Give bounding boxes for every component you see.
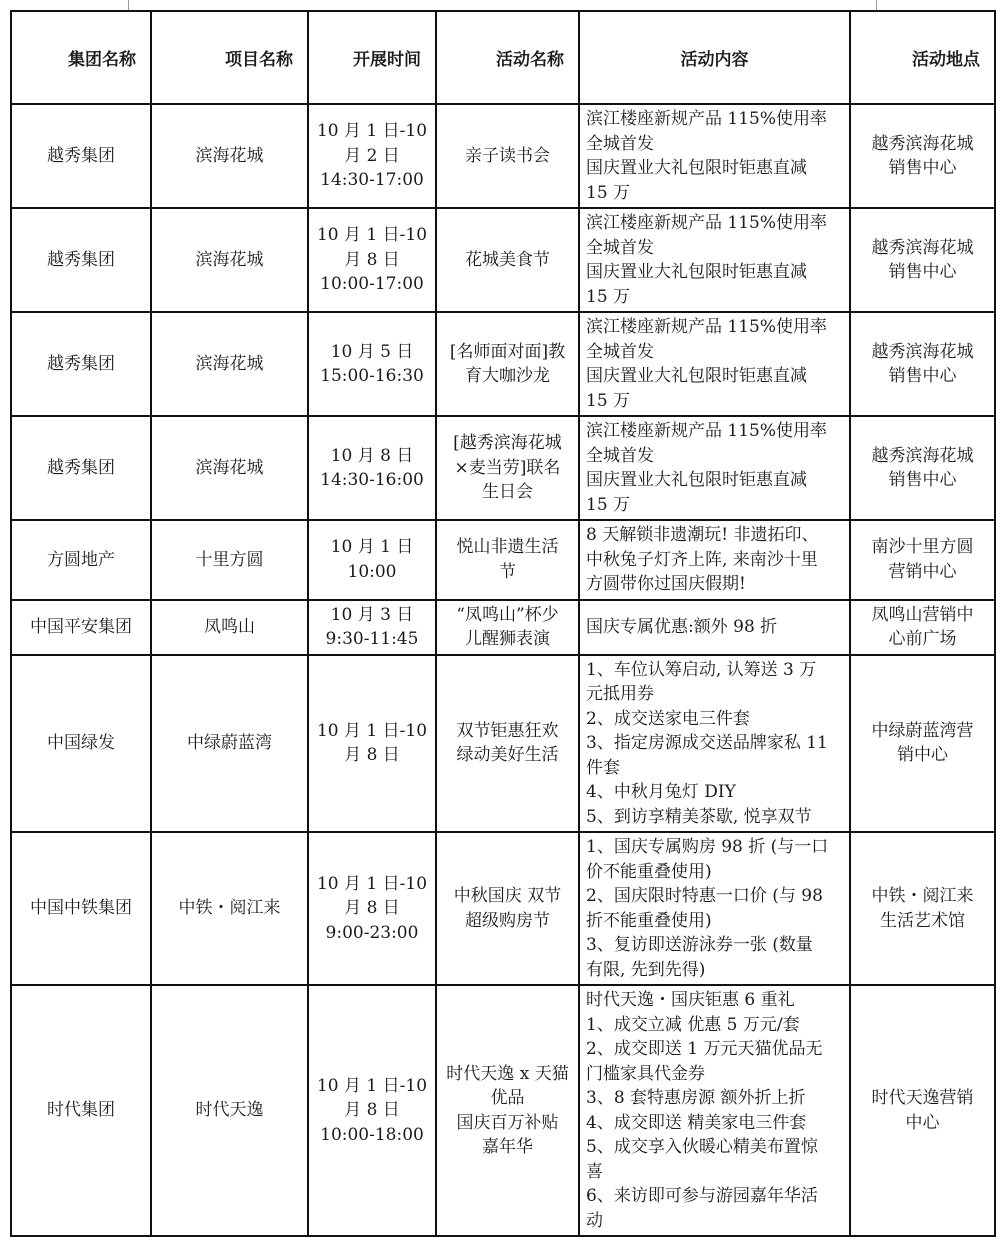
cell-line: 心前广场 xyxy=(888,629,957,649)
cell-line: 15 万 xyxy=(586,390,631,411)
cell-line: 15 万 xyxy=(586,286,631,307)
cell-line: 超级购房节 xyxy=(465,910,550,931)
cell-line: 销中心 xyxy=(897,745,948,766)
cell-line: 月 2 日 xyxy=(344,145,400,166)
table-row xyxy=(11,655,995,833)
cell-content xyxy=(579,985,850,1236)
cell-time xyxy=(308,416,436,520)
cell-project: 时代天逸 xyxy=(151,985,308,1236)
cell-activity xyxy=(436,832,579,985)
cell-line: 15 万 xyxy=(586,182,631,203)
cell-line: ×麦当劳]联名 xyxy=(454,457,561,478)
cell-line: 全城首发 xyxy=(586,445,654,466)
cell-line: 10 月 5 日 xyxy=(330,341,414,362)
cell-line: “凤鸣山”杯少 xyxy=(456,604,559,625)
cell-line: 价不能重叠使用) xyxy=(586,861,712,882)
cell-line: 5、成交享入伙暖心精美布置惊 xyxy=(586,1137,818,1157)
cell-line: 2、国庆限时特惠一口价 (与 98 xyxy=(586,886,823,906)
header-location: 活动地点 xyxy=(850,11,995,104)
cell-content xyxy=(579,312,850,416)
cell-project: 滨海花城 xyxy=(151,208,308,312)
cell-line: 国庆置业大礼包限时钜惠直减 xyxy=(586,158,807,178)
table-row xyxy=(11,600,995,655)
cell-line: 全城首发 xyxy=(586,237,654,258)
table-row xyxy=(11,312,995,416)
cell-line: [名师面对面]教 xyxy=(449,341,566,362)
cell-line: 10 月 1 日-10 xyxy=(316,873,428,894)
cell-line: 销售中心 xyxy=(888,470,957,490)
cell-line: 亲子读书会 xyxy=(465,145,550,166)
cell-project: 中绿蔚蓝湾 xyxy=(151,655,308,833)
cell-line: 件套 xyxy=(586,757,620,778)
table-row xyxy=(11,104,995,208)
cell-content xyxy=(579,655,850,833)
cell-line: 3、复访即送游泳券一张 (数量 xyxy=(586,935,813,955)
cell-content xyxy=(579,104,850,208)
cell-line: 营销中心 xyxy=(888,561,957,582)
cell-line: 销售中心 xyxy=(888,158,957,178)
cell-time xyxy=(308,600,436,655)
cell-time xyxy=(308,104,436,208)
cell-activity xyxy=(436,312,579,416)
cell-line: 滨江楼座新规产品 115%使用率 xyxy=(586,109,828,129)
cell-location xyxy=(850,832,995,985)
cell-line: 国庆专属优惠:额外 98 折 xyxy=(586,616,778,637)
cell-line: 10 月 1 日-10 xyxy=(316,1075,428,1096)
cell-line: 10 月 8 日 xyxy=(330,445,414,466)
cell-content xyxy=(579,832,850,985)
cell-line: 10 月 1 日-10 xyxy=(316,720,428,741)
cell-location xyxy=(850,985,995,1236)
cell-project: 中铁・阅江来 xyxy=(151,832,308,985)
cell-location xyxy=(850,520,995,600)
cell-line: 全城首发 xyxy=(586,341,654,362)
cell-line: 时代天逸・国庆钜惠 6 重礼 xyxy=(586,990,795,1010)
cell-content xyxy=(579,520,850,600)
table-row xyxy=(11,832,995,985)
cell-line: 有限, 先到先得) xyxy=(586,959,706,980)
cell-line: 销售中心 xyxy=(888,262,957,282)
cell-line: 月 8 日 xyxy=(344,898,400,919)
cell-line: 15:00-16:30 xyxy=(320,366,424,386)
cell-group: 中国平安集团 xyxy=(11,600,151,655)
cell-line: 10 月 1 日-10 xyxy=(316,121,428,142)
cell-line: 悦山非遗生活 xyxy=(456,537,559,558)
cell-line: 全城首发 xyxy=(586,133,654,154)
cell-line: 10:00 xyxy=(347,561,397,582)
cell-location xyxy=(850,312,995,416)
cell-line: 国庆置业大礼包限时钜惠直减 xyxy=(586,366,807,386)
table-row xyxy=(11,520,995,600)
cell-line: 滨江楼座新规产品 115%使用率 xyxy=(586,317,828,337)
cell-line: 15 万 xyxy=(586,494,631,515)
cell-line: 中铁・阅江来 xyxy=(871,886,974,906)
page-corner-mark-left xyxy=(128,0,129,10)
cell-group: 中国中铁集团 xyxy=(11,832,151,985)
cell-location xyxy=(850,208,995,312)
cell-activity xyxy=(436,416,579,520)
cell-line: 10:00-18:00 xyxy=(320,1124,424,1145)
cell-time xyxy=(308,312,436,416)
cell-line: 1、成交立减 优惠 5 万元/套 xyxy=(586,1014,800,1035)
cell-line: 南沙十里方圆 xyxy=(871,537,974,558)
cell-line: 4、成交即送 精美家电三件套 xyxy=(586,1112,807,1133)
cell-line: 动 xyxy=(586,1210,603,1231)
cell-line: 育大咖沙龙 xyxy=(465,366,550,386)
cell-location xyxy=(850,416,995,520)
cell-line: 节 xyxy=(499,561,516,582)
cell-line: 门槛家具代金券 xyxy=(586,1063,705,1084)
cell-activity xyxy=(436,985,579,1236)
cell-line: 双节钜惠狂欢 xyxy=(456,720,559,741)
cell-location xyxy=(850,600,995,655)
cell-line: 滨江楼座新规产品 115%使用率 xyxy=(586,213,828,233)
cell-group: 越秀集团 xyxy=(11,312,151,416)
cell-line: 生日会 xyxy=(482,482,533,503)
cell-line: 8 天解锁非遗潮玩! 非遗拓印、 xyxy=(586,525,819,545)
cell-line: 越秀滨海花城 xyxy=(871,133,974,154)
cell-line: 滨江楼座新规产品 115%使用率 xyxy=(586,421,828,441)
cell-line: 10 月 1 日-10 xyxy=(316,225,428,246)
cell-line: 中绿蔚蓝湾营 xyxy=(871,720,974,741)
cell-project: 滨海花城 xyxy=(151,104,308,208)
table-row xyxy=(11,208,995,312)
cell-line: 时代天逸营销 xyxy=(871,1088,974,1108)
cell-location xyxy=(850,655,995,833)
cell-activity xyxy=(436,520,579,600)
cell-line: 10:00-17:00 xyxy=(320,274,424,295)
cell-line: 10 月 1 日 xyxy=(330,537,414,558)
cell-line: 3、指定房源成交送品牌家私 11 xyxy=(586,733,828,753)
cell-content xyxy=(579,208,850,312)
cell-group: 方圆地产 xyxy=(11,520,151,600)
cell-line: 越秀滨海花城 xyxy=(871,341,974,362)
cell-line: 1、车位认筹启动, 认筹送 3 万 xyxy=(586,659,817,680)
cell-line: 绿动美好生活 xyxy=(456,745,559,766)
cell-line: 2、成交即送 1 万元天猫优品无 xyxy=(586,1039,823,1059)
cell-project: 十里方圆 xyxy=(151,520,308,600)
cell-line: 月 8 日 xyxy=(344,745,400,766)
cell-activity xyxy=(436,208,579,312)
cell-line: 4、中秋月兔灯 DIY xyxy=(586,782,736,802)
cell-activity xyxy=(436,600,579,655)
cell-line: 月 8 日 xyxy=(344,249,400,270)
cell-time xyxy=(308,520,436,600)
cell-group: 越秀集团 xyxy=(11,208,151,312)
cell-line: 生活艺术馆 xyxy=(880,910,965,931)
cell-line: 10 月 3 日 xyxy=(330,604,414,625)
cell-line: 销售中心 xyxy=(888,366,957,386)
event-table xyxy=(10,10,996,1237)
cell-line: 国庆置业大礼包限时钜惠直减 xyxy=(586,262,807,282)
cell-line: 1、国庆专属购房 98 折 (与一口 xyxy=(586,837,829,857)
cell-line: 时代天逸 x 天猫 xyxy=(446,1063,569,1084)
cell-project: 凤鸣山 xyxy=(151,600,308,655)
cell-time xyxy=(308,832,436,985)
cell-line: 国庆置业大礼包限时钜惠直减 xyxy=(586,470,807,490)
header-group: 集团名称 xyxy=(11,11,151,104)
header-project: 项目名称 xyxy=(151,11,308,104)
cell-line: [越秀滨海花城 xyxy=(453,433,562,454)
cell-line: 9:30-11:45 xyxy=(325,629,419,649)
header-activity: 活动名称 xyxy=(436,11,579,104)
cell-time xyxy=(308,655,436,833)
header-time: 开展时间 xyxy=(308,11,436,104)
cell-line: 月 8 日 xyxy=(344,1100,400,1121)
cell-line: 5、到访享精美茶歇, 悦享双节 xyxy=(586,806,812,827)
cell-group: 越秀集团 xyxy=(11,416,151,520)
cell-time xyxy=(308,985,436,1236)
cell-line: 9:00-23:00 xyxy=(325,922,419,943)
cell-line: 国庆百万补贴 xyxy=(456,1112,559,1133)
cell-line: 花城美食节 xyxy=(465,249,550,270)
cell-content xyxy=(579,416,850,520)
table-row xyxy=(11,985,995,1236)
cell-group: 越秀集团 xyxy=(11,104,151,208)
cell-line: 中秋国庆 双节 xyxy=(453,886,562,906)
cell-location xyxy=(850,104,995,208)
cell-project: 滨海花城 xyxy=(151,416,308,520)
cell-group: 时代集团 xyxy=(11,985,151,1236)
cell-activity xyxy=(436,104,579,208)
cell-activity xyxy=(436,655,579,833)
header-content: 活动内容 xyxy=(579,11,850,104)
cell-group: 中国绿发 xyxy=(11,655,151,833)
cell-project: 滨海花城 xyxy=(151,312,308,416)
cell-line: 儿醒狮表演 xyxy=(465,629,550,649)
cell-line: 折不能重叠使用) xyxy=(586,910,712,931)
cell-line: 14:30-17:00 xyxy=(320,170,424,191)
cell-line: 3、8 套特惠房源 额外折上折 xyxy=(586,1088,806,1108)
cell-line: 凤鸣山营销中 xyxy=(871,604,974,625)
page-corner-mark-right xyxy=(876,0,877,10)
cell-line: 中秋兔子灯齐上阵, 来南沙十里 xyxy=(586,549,818,570)
cell-line: 2、成交送家电三件套 xyxy=(586,708,750,729)
header-row xyxy=(11,11,995,104)
cell-line: 14:30-16:00 xyxy=(320,470,424,490)
cell-line: 方圆带你过国庆假期! xyxy=(586,574,746,594)
cell-line: 优品 xyxy=(490,1088,525,1108)
cell-line: 中心 xyxy=(905,1112,940,1133)
cell-line: 嘉年华 xyxy=(482,1137,533,1157)
cell-line: 越秀滨海花城 xyxy=(871,445,974,466)
cell-line: 喜 xyxy=(586,1161,603,1182)
table-row xyxy=(11,416,995,520)
cell-line: 6、来访即可参与游园嘉年华活 xyxy=(586,1186,818,1206)
cell-content xyxy=(579,600,850,655)
cell-line: 元抵用券 xyxy=(586,684,654,704)
cell-time xyxy=(308,208,436,312)
cell-line: 越秀滨海花城 xyxy=(871,237,974,258)
